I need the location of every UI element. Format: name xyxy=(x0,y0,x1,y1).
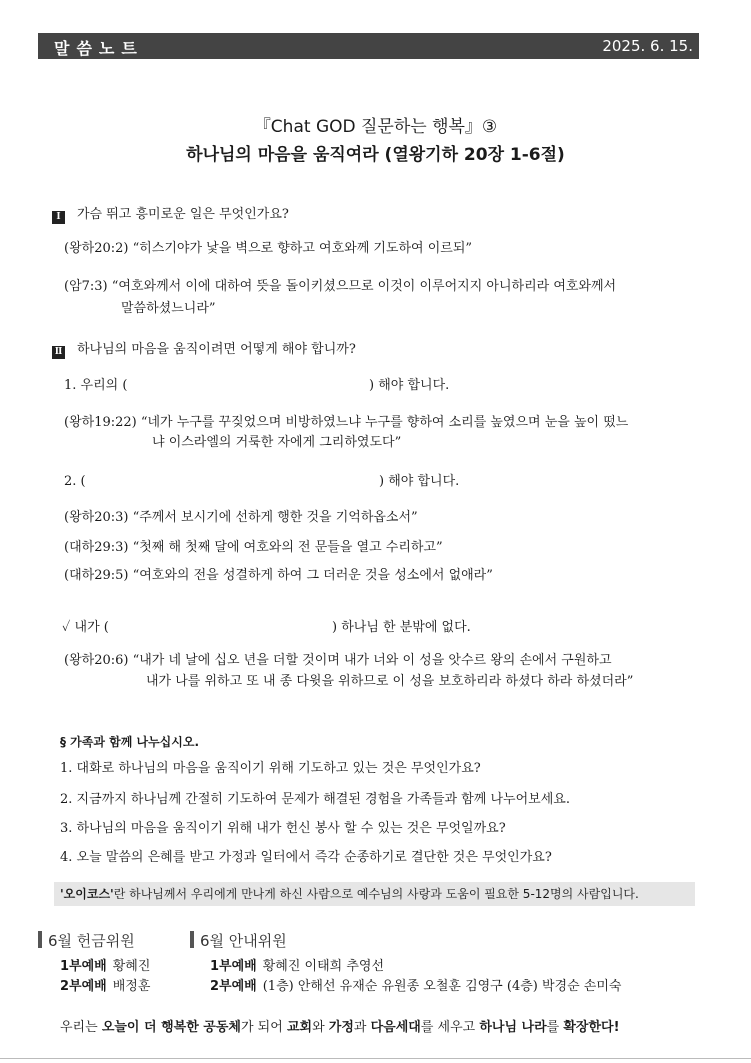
series-title: 『Chat GOD 질문하는 행복』③ xyxy=(253,117,498,137)
usher-service-1 xyxy=(210,955,384,974)
heading-bar xyxy=(38,931,42,948)
verse-line: (왕하20:2) “히스기야가 낯을 벽으로 향하고 여호와께 기도하여 이르되” xyxy=(64,241,473,256)
question-2 xyxy=(52,341,356,359)
check-blank-right: ) 하나님 한 분밖에 없다. xyxy=(332,620,471,635)
question-1 xyxy=(52,206,289,224)
slogan-text: 를 xyxy=(546,1020,564,1035)
names: 황혜진 xyxy=(112,959,151,974)
verse-line-cont: 내가 나를 위하고 또 내 종 다윗을 위하므로 이 성을 보호하리라 하셨다 하라 하셨더라” xyxy=(146,674,634,689)
slogan-text: 를 세우고 xyxy=(420,1020,480,1035)
blank-2-right: ) 해야 합니다. xyxy=(379,474,460,489)
oikos-definition: 란 하나님께서 우리에게 만나게 하신 사람으로 예수님의 사랑과 도움이 필요한 5-12명의 사람입니다. xyxy=(113,887,639,901)
blank-2-left: 2. ( xyxy=(64,474,86,489)
verse-line-cont: 말씀하셨느니라” xyxy=(121,301,216,316)
sermon-title: 하나님의 마음을 움직여라 (열왕기하 20장 1-6절) xyxy=(186,145,565,165)
blank-1-right: ) 해야 합니다. xyxy=(369,378,450,393)
slogan-bold: 교회 xyxy=(286,1020,313,1035)
slogan-bold: 확장한다! xyxy=(563,1020,620,1035)
names: (1층) 안해선 유재순 유원종 오철훈 김영구 (4층) 박경순 손미숙 xyxy=(262,979,622,994)
oikos-note xyxy=(54,882,695,906)
slogan-text: 와 xyxy=(312,1020,329,1035)
offering-service-2 xyxy=(60,975,150,994)
check-blank-left: ✓ 내가 ( xyxy=(62,620,109,635)
verse-line: (왕하19:22) “네가 누구를 꾸짖었으며 비방하였느냐 누구를 향하여 소리를 높였으며 눈을 높이 떴느 xyxy=(64,415,629,430)
heading-bar xyxy=(190,931,194,948)
verse-line: (대하29:5) “여호와의 전을 성결하게 하여 그 더러운 것을 성소에서 없애라” xyxy=(64,568,493,583)
verse-line-cont: 냐 이스라엘의 거룩한 자에게 그리하였도다” xyxy=(152,435,402,450)
roman-1-badge: Ⅰ xyxy=(52,211,65,224)
slogan-text: 가 되어 xyxy=(240,1020,287,1035)
usher-service-2 xyxy=(210,975,621,994)
blank-1-left: 1. 우리의 ( xyxy=(64,378,128,393)
offering-committee-heading xyxy=(38,930,135,951)
slogan-bold: 가정 xyxy=(328,1020,354,1035)
offering-service-1 xyxy=(60,955,150,974)
verse-line: (암7:3) “여호와께서 이에 대하여 뜻을 돌이키셨으므로 이것이 이루어지지 아니하리라 여호와께서 xyxy=(64,279,617,294)
verse-line: (대하29:3) “첫째 해 첫째 달에 여호와의 전 문들을 열고 수리하고” xyxy=(64,540,443,555)
question-2-text: 하나님의 마음을 움직이려면 어떻게 해야 합니까? xyxy=(77,342,356,357)
verse-line: (왕하20:6) “내가 네 날에 십오 년을 더할 것이며 내가 너와 이 성을 앗수르 왕의 손에서 구원하고 xyxy=(64,653,612,668)
bulletin-date: 2025. 6. 15. xyxy=(602,37,693,55)
verse-line: (왕하20:3) “주께서 보시기에 선하게 행한 것을 기억하옵소서” xyxy=(64,510,418,525)
slogan-text: 우리는 xyxy=(60,1020,102,1035)
question-1-text: 가슴 뛰고 흥미로운 일은 무엇인가요? xyxy=(77,207,289,222)
service-label: 1부예배 xyxy=(210,959,257,974)
names: 황혜진 이태희 추영선 xyxy=(262,959,385,974)
discussion-item: 3. 하나님의 마음을 움직이기 위해 내가 헌신 봉사 할 수 있는 것은 무엇일까요? xyxy=(60,821,506,836)
slogan-bold: 오늘이 더 행복한 공동체 xyxy=(101,1020,241,1035)
slogan-bold: 하나님 나라 xyxy=(479,1020,547,1035)
slogan-text: 과 xyxy=(353,1020,371,1035)
church-slogan xyxy=(60,1016,620,1035)
discussion-item: 4. 오늘 말씀의 은혜를 받고 가정과 일터에서 즉각 순종하기로 결단한 것은 무엇인가요? xyxy=(60,850,552,865)
header-bar xyxy=(38,33,699,59)
discussion-item: 1. 대화로 하나님의 마음을 움직이기 위해 기도하고 있는 것은 무엇인가요? xyxy=(60,761,481,776)
service-label: 2부예배 xyxy=(60,979,107,994)
brand-title: 말씀노트 xyxy=(54,39,144,58)
usher-committee-heading xyxy=(190,930,287,951)
bottom-divider xyxy=(0,1058,751,1059)
oikos-term: '오이코스' xyxy=(60,887,114,901)
discussion-item: 2. 지금까지 하나님께 간절히 기도하여 문제가 해결된 경험을 가족들과 함께 나누어보세요. xyxy=(60,792,570,807)
offering-committee-title: 6월 헌금위원 xyxy=(48,932,135,950)
discussion-title: § 가족과 함께 나누십시오. xyxy=(60,735,200,749)
names: 배정훈 xyxy=(112,979,151,994)
slogan-bold: 다음세대 xyxy=(370,1020,421,1035)
usher-committee-title: 6월 안내위원 xyxy=(200,932,287,950)
service-label: 2부예배 xyxy=(210,979,257,994)
service-label: 1부예배 xyxy=(60,959,107,974)
roman-2-badge: Ⅱ xyxy=(52,346,65,359)
